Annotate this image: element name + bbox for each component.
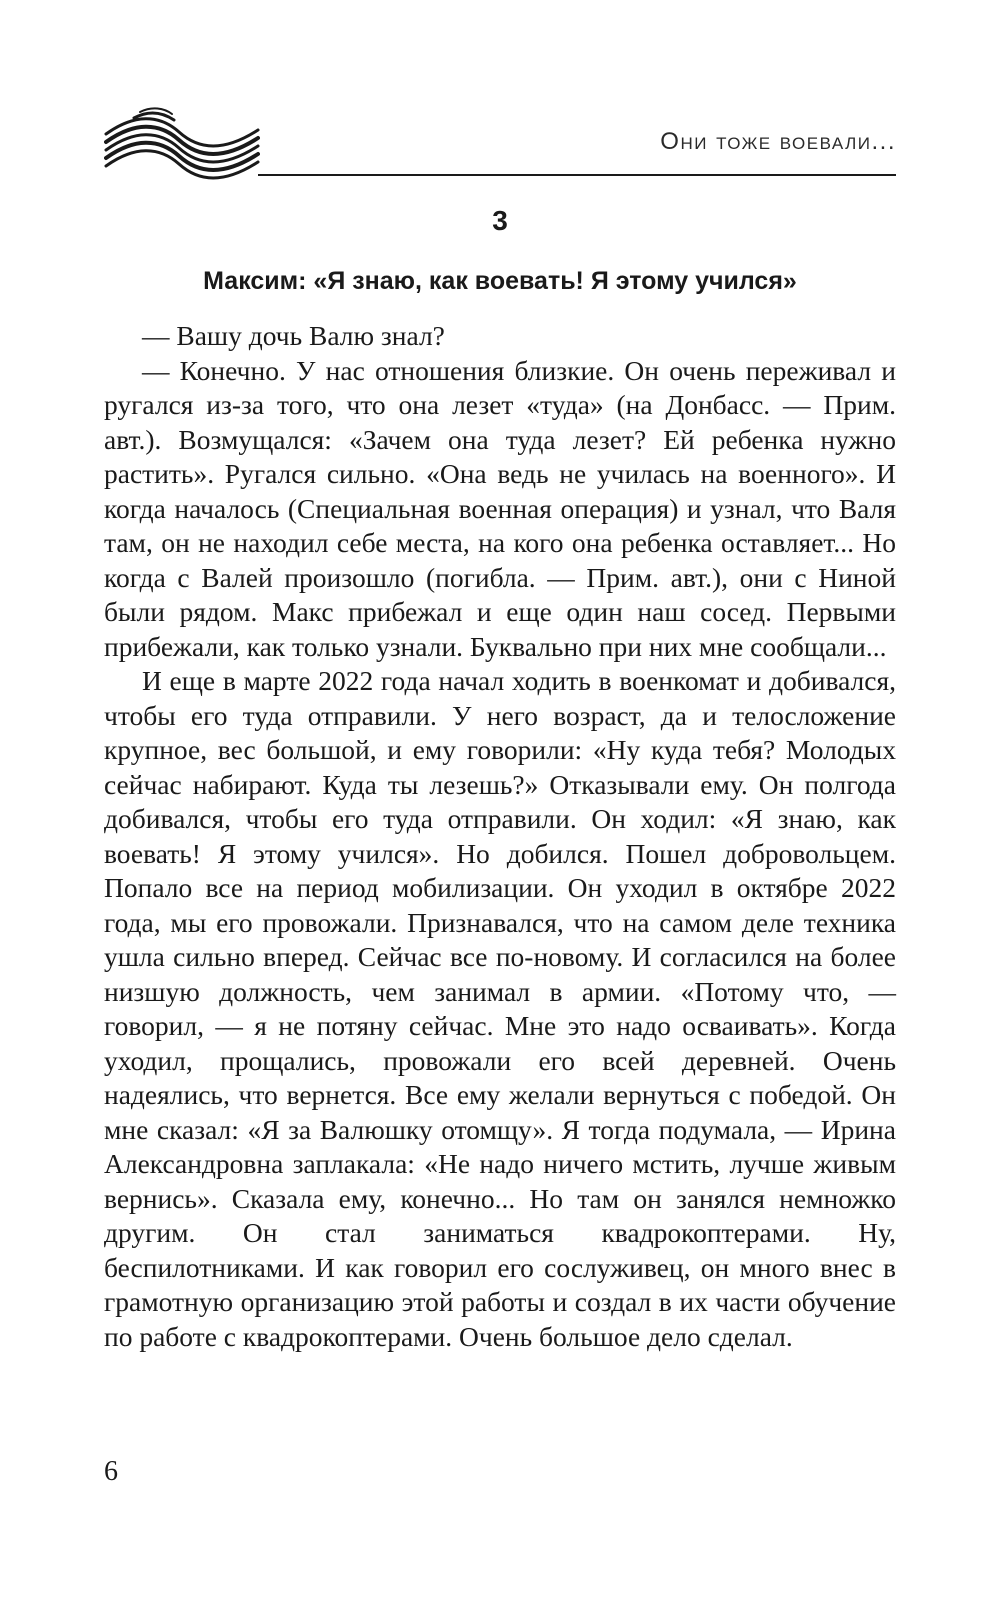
header-rule (258, 174, 896, 176)
running-head: Они тоже воевали... (660, 128, 896, 155)
paragraph: — Вашу дочь Валю знал? (142, 320, 445, 351)
paragraph: И еще в марте 2022 года начал ходить в военкомат и добивался, чтобы его туда отправили. У него возраст, да и телосложение крупное, вес большой, и ему говорили: «Ну куда тебя? Молодых сейчас набирают. Куда ты лезешь?» Отказывали ему. Он полгода добивался, чтобы его туда отправили. Он ходил: «Я знаю, как воевать! Я этому учился». Но добился. Пошел добровольцем. Попало все на период мобилизации. Он уходил в октябре 2022 года, мы его провожали. Признавался, что на самом деле техника ушла сильно вперед. Сейчас все по-новому. И согласился на более низшую должность, чем занимал в армии. «Потому что, — говорил, — я не потяну сейчас. Мне это надо осваивать». Когда уходил, прощались, провожали его всей деревней. Очень надеялись, что вернется. Все ему желали вернуться с победой. Он мне сказал: «Я за Валюшку отомщу». Я тогда подумала, — Ирина Александровна заплакала: «Не надо ничего мстить, лучше живым вернись». Сказала ему, конечно... Но там он занялся немножко другим. Он стал заниматься квадрокоптерами. Ну, беспилотниками. И как говорил его сослуживец, он много внес в грамотную организацию этой работы и создал в их части обучение по работе с квадрокоптерами. Очень большое дело сделал. (104, 665, 896, 1352)
chapter-number: 3 (492, 205, 508, 236)
paragraph: — Конечно. У нас отношения близкие. Он очень переживал и ругался из-за того, что она лезет «туда» (на Донбасс. — Прим. авт.). Возмущался: «Зачем она туда лезет? Ей ребенка нужно растить». Ругался сильно. «Она ведь не училась на военного». И когда началось (Специальная военная операция) и узнал, что Валя там, он не находил себе места, на кого она ребенка оставляет... Но когда с Валей произошло (погибла. — Прим. авт.), они с Ниной были рядом. Макс прибежал и еще один наш сосед. Первыми прибежали, как только узнали. Буквально при них мне сообщали... (104, 354, 896, 662)
body-text (104, 319, 896, 1354)
chapter-title: Максим: «Я знаю, как воевать! Я этому учился» (203, 267, 797, 295)
ribbon-ornament-icon (104, 104, 260, 186)
page-number: 6 (104, 1456, 118, 1487)
